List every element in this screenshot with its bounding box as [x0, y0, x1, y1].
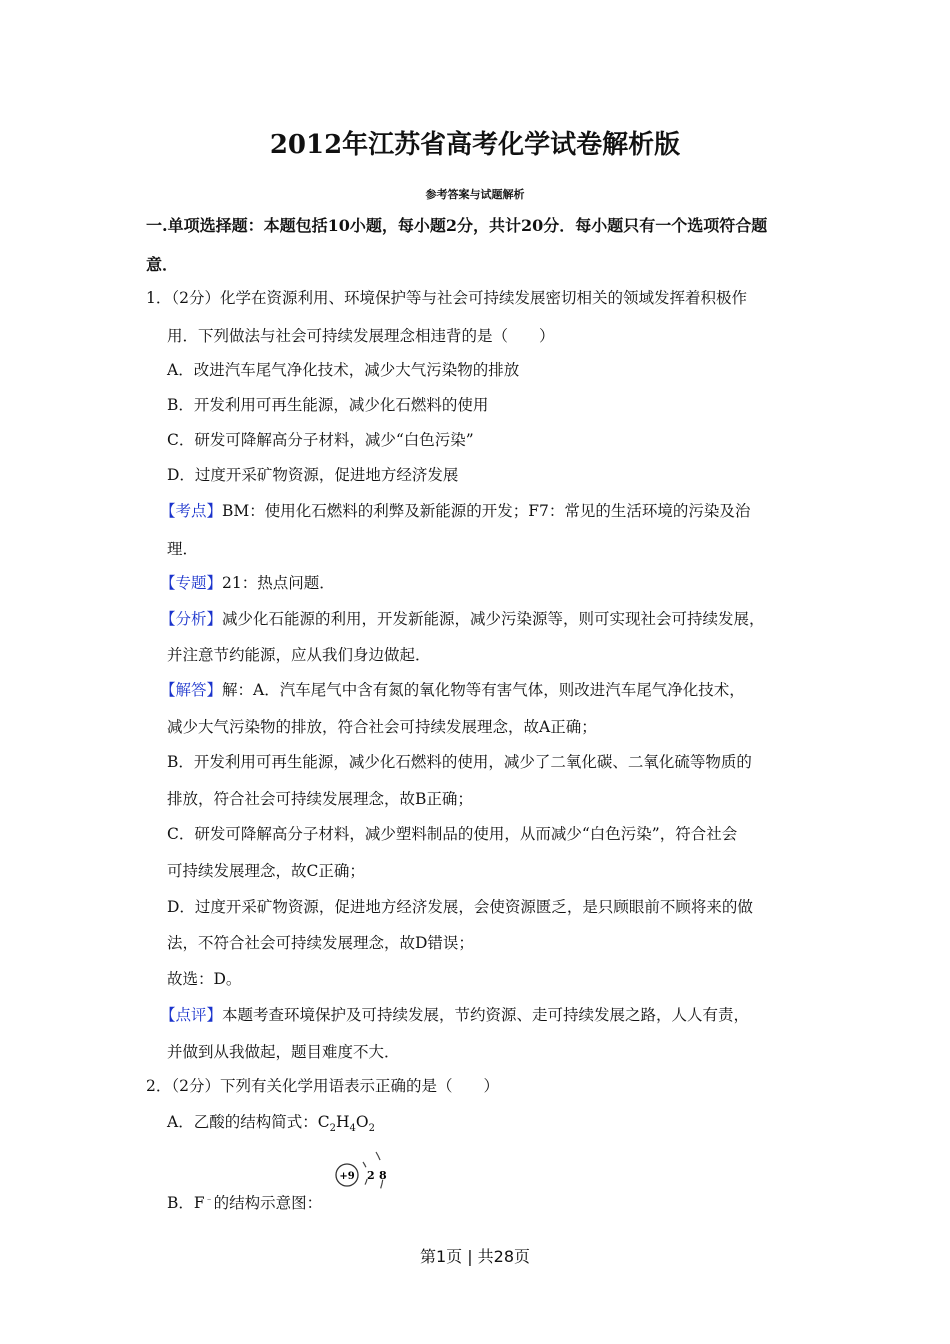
kaodian-text: BM：使用化石燃料的利弊及新能源的开发；F7：常见的生活环境的污染及治 [222, 502, 751, 520]
section-heading: 一.单项选择题：本题包括10小题，每小题2分，共计20分．每小题只有一个选项符合题 [146, 216, 768, 235]
q1-fenxi-cont: 并注意节约能源，应从我们身边做起． [167, 646, 431, 664]
q2-option-a [167, 1112, 375, 1139]
q1-kaodian [160, 501, 750, 521]
q1-option-b: B．开发利用可再生能源，减少化石燃料的使用 [167, 396, 489, 414]
document-subtitle: 参考答案与试题解析 [425, 188, 525, 201]
q1-dianping [160, 1005, 749, 1025]
q2-stem: 2．（2分）下列有关化学用语表示正确的是（ ） [146, 1077, 499, 1095]
jieda-text: 解：A．汽车尾气中含有氮的氧化物等有害气体，则改进汽车尾气净化技术， [222, 681, 745, 699]
charge-sup: ﹣ [204, 1195, 214, 1205]
dianping-text: 本题考查环境保护及可持续发展，节约资源、走可持续发展之路，人人有责， [222, 1006, 750, 1024]
q1-jieda-line: B．开发利用可再生能源，减少化石燃料的使用，减少了二氧化碳、二氧化硫等物质的 [167, 753, 752, 771]
option-b-text: B．F [167, 1194, 205, 1213]
q1-option-a: A．改进汽车尾气净化技术，减少大气污染物的排放 [167, 361, 520, 379]
q1-zhuanti [160, 573, 335, 593]
formula: $C_2H_4O_2$ [317, 1113, 375, 1135]
kaodian-tag: 【考点】 [160, 502, 223, 520]
q1-jieda-line: D．过度开采矿物资源，促进地方经济发展，会使资源匮乏，是只顾眼前不顾将来的做 [167, 898, 753, 916]
q1-stem: 1．（2分）化学在资源利用、环境保护等与社会可持续发展密切相关的领域发挥着积极作 [146, 289, 747, 307]
zhuanti-tag: 【专题】 [160, 574, 223, 592]
q1-kaodian-cont: 理． [167, 540, 199, 558]
q1-fenxi [160, 609, 765, 629]
q1-jieda-line: 法，不符合社会可持续发展理念，故D错误； [167, 934, 474, 952]
q1-jieda-line: 排放，符合社会可持续发展理念，故B正确； [167, 790, 473, 808]
fluoride-ion-structure-diagram [330, 1150, 394, 1202]
q1-jieda-line: 可持续发展理念，故C正确； [167, 862, 365, 880]
q1-jieda [160, 680, 745, 700]
shell-2-count: 8 [379, 1169, 387, 1182]
option-a-text: A．乙酸的结构简式： [167, 1113, 318, 1131]
dianping-tag: 【点评】 [160, 1006, 223, 1024]
shell-1-count: 2 [367, 1169, 375, 1182]
q1-jieda-line: C．研发可降解高分子材料，减少塑料制品的使用，从而减少“白色污染”，符合社会 [167, 825, 738, 843]
q1-option-d: D．过度开采矿物资源，促进地方经济发展 [167, 466, 459, 484]
jieda-tag: 【解答】 [160, 681, 223, 699]
q1-stem-cont: 用．下列做法与社会可持续发展理念相违背的是（ ） [167, 327, 555, 345]
q1-answer: 故选：D。 [167, 970, 242, 988]
document-title: 2012年江苏省高考化学试卷解析版 [269, 130, 681, 160]
nucleus-label: +9 [339, 1171, 355, 1182]
page-footer: 第1页 | 共28页 [419, 1247, 531, 1266]
q1-dianping-cont: 并做到从我做起，题目难度不大． [167, 1043, 400, 1061]
fenxi-text: 减少化石能源的利用，开发新能源，减少污染源等，则可实现社会可持续发展， [222, 610, 765, 628]
q1-jieda-line: 减少大气污染物的排放，符合社会可持续发展理念，故A正确； [167, 718, 597, 736]
option-b-text2: 的结构示意图： [213, 1194, 323, 1213]
q1-option-c: C．研发可降解高分子材料，减少“白色污染” [167, 431, 474, 449]
section-heading-cont: 意． [146, 255, 179, 274]
fenxi-tag: 【分析】 [160, 610, 223, 628]
q2-option-b [167, 1190, 322, 1213]
zhuanti-text: 21：热点问题． [222, 574, 335, 592]
